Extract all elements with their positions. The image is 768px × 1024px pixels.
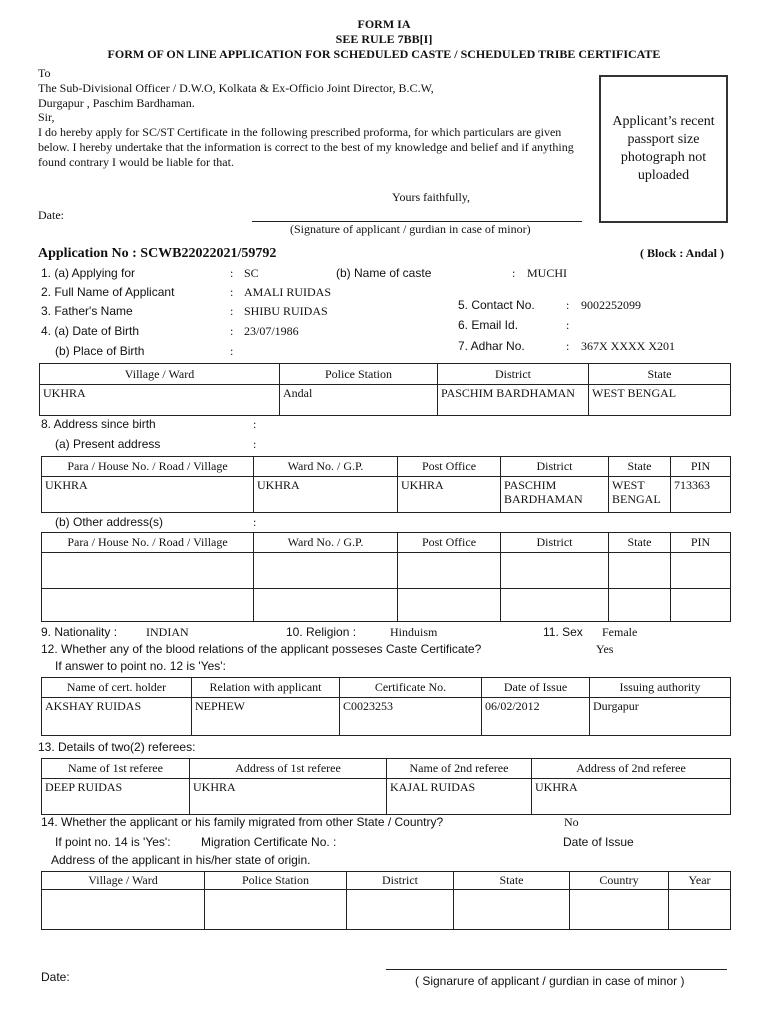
table-row (42, 477, 731, 513)
table-cell (254, 553, 398, 589)
migration-date-label: Date of Issue (563, 835, 634, 849)
letter-body: I do hereby apply for SC/ST Certificate in the following prescribed proforma, for which particulars are given below. I hereby undertake that the information is correct to the best of my knowledge and belief and if anything found contrary I would be liable for that. (38, 125, 574, 169)
field-colon: : (230, 344, 234, 358)
table-cell (454, 890, 570, 930)
table-row (42, 698, 731, 736)
field-colon: : (253, 437, 257, 451)
table-header-cell: Para / House No. / Road / Village (42, 457, 254, 477)
referees-table (41, 758, 731, 815)
origin-address-table (41, 871, 731, 930)
sex-value: Female (602, 625, 638, 639)
letter-date-label: Date: (38, 208, 64, 222)
table-header-row (40, 364, 731, 385)
form-subtitle: FORM OF ON LINE APPLICATION FOR SCHEDULED CASTE / SCHEDULED TRIBE CERTIFICATE (107, 47, 661, 61)
field-applying-for-value: SC (244, 266, 259, 280)
table-header-cell: Address of 2nd referee (532, 759, 731, 779)
table-header-cell: District (501, 533, 609, 553)
migration-cert-label: Migration Certificate No. : (201, 835, 337, 849)
table-cell: UKHRA (398, 477, 501, 513)
table-header-cell: District (347, 872, 454, 890)
table-cell: WEST BENGAL (589, 385, 731, 416)
blood-relations-answer: Yes (596, 642, 614, 656)
table-header-cell: Issuing authority (590, 678, 731, 698)
table-cell: KAJAL RUIDAS (387, 779, 532, 815)
referees-label: 13. Details of two(2) referees: (38, 740, 196, 754)
table-header-cell: Name of 1st referee (42, 759, 190, 779)
table-header-cell: Name of 2nd referee (387, 759, 532, 779)
religion-value: Hinduism (390, 625, 438, 639)
birth-place-table (39, 363, 731, 416)
table-header-cell: Date of Issue (482, 678, 590, 698)
table-cell: C0023253 (340, 698, 482, 736)
table-row (42, 779, 731, 815)
table-cell: UKHRA (532, 779, 731, 815)
table-header-cell: Year (669, 872, 731, 890)
table-cell: UKHRA (254, 477, 398, 513)
table-header-cell: Ward No. / G.P. (254, 457, 398, 477)
field-pob-label: (b) Place of Birth (55, 344, 145, 358)
footer-signature-line (386, 969, 727, 970)
table-header-cell: State (609, 533, 671, 553)
footer-date-label: Date: (41, 970, 70, 984)
field-contact-value: 9002252099 (581, 298, 641, 312)
field-colon: : (230, 304, 234, 318)
table-cell: UKHRA (190, 779, 387, 815)
table-cell: NEPHEW (192, 698, 340, 736)
table-row (42, 890, 731, 930)
table-header-cell: Para / House No. / Road / Village (42, 533, 254, 553)
table-header-row (42, 872, 731, 890)
table-header-cell: Ward No. / G.P. (254, 533, 398, 553)
table-header-cell: Police Station (205, 872, 347, 890)
field-full-name-value: AMALI RUIDAS (244, 285, 331, 299)
table-header-row (42, 759, 731, 779)
table-header-cell: Certificate No. (340, 678, 482, 698)
footer-signature-caption: ( Signarure of applicant / gurdian in case of minor ) (415, 974, 685, 988)
letter-addressee-line2: Durgapur , Paschim Bardhaman. (38, 96, 195, 110)
table-cell: Durgapur (590, 698, 731, 736)
letter-closing: Yours faithfully, (392, 190, 471, 204)
present-address-table (41, 456, 731, 513)
table-cell (501, 589, 609, 622)
table-cell (398, 553, 501, 589)
field-email-label: 6. Email Id. (458, 318, 519, 332)
table-cell: 06/02/2012 (482, 698, 590, 736)
table-header-row (42, 457, 731, 477)
table-cell (347, 890, 454, 930)
field-father-name-value: SHIBU RUIDAS (244, 304, 328, 318)
table-header-cell: District (438, 364, 589, 385)
field-colon: : (230, 266, 234, 280)
table-header-row (42, 533, 731, 553)
table-cell (609, 553, 671, 589)
migration-if-yes: If point no. 14 is 'Yes': (55, 835, 171, 849)
migration-question: 14. Whether the applicant or his family migrated from other State / Country? (41, 815, 444, 829)
field-colon: : (566, 339, 570, 353)
field-dob-label: 4. (a) Date of Birth (41, 324, 140, 338)
table-header-cell: Police Station (280, 364, 438, 385)
table-cell (42, 589, 254, 622)
field-colon: : (230, 324, 234, 338)
field-caste-label: (b) Name of caste (336, 266, 432, 280)
table-row (42, 589, 731, 622)
present-address-label: (a) Present address (55, 437, 161, 451)
table-header-cell: Name of cert. holder (42, 678, 192, 698)
migration-answer: No (564, 815, 579, 829)
nationality-label: 9. Nationality : (41, 625, 118, 639)
field-colon: : (566, 298, 570, 312)
table-header-cell: Village / Ward (40, 364, 280, 385)
application-number: Application No : SCWB22022021/59792 (38, 246, 277, 261)
sex-label: 11. Sex (543, 625, 583, 639)
field-aadhar-label: 7. Adhar No. (458, 339, 525, 353)
field-contact-label: 5. Contact No. (458, 298, 535, 312)
form-title: FORM IA (357, 17, 411, 31)
table-cell: Andal (280, 385, 438, 416)
letter-to: To (38, 66, 51, 80)
table-cell (671, 553, 731, 589)
table-header-cell: Village / Ward (42, 872, 205, 890)
table-header-cell: State (609, 457, 671, 477)
table-cell: DEEP RUIDAS (42, 779, 190, 815)
table-row (40, 385, 731, 416)
table-cell: 713363 (671, 477, 731, 513)
table-header-row (42, 678, 731, 698)
table-cell (609, 589, 671, 622)
form-rule: SEE RULE 7BB[I] (335, 32, 433, 46)
table-cell (42, 553, 254, 589)
letter-salutation: Sir, (38, 110, 55, 124)
blood-relations-question: 12. Whether any of the blood relations of the applicant posseses Caste Certificate? (41, 642, 482, 656)
nationality-value: INDIAN (146, 625, 189, 639)
field-applying-for-label: 1. (a) Applying for (41, 266, 136, 280)
photo-placeholder (599, 75, 728, 223)
table-cell: WEST BENGAL (609, 477, 671, 513)
table-cell (254, 589, 398, 622)
other-address-label: (b) Other address(s) (55, 515, 164, 529)
field-aadhar-value: 367X XXXX X201 (581, 339, 675, 353)
table-cell: UKHRA (40, 385, 280, 416)
field-colon: : (253, 515, 257, 529)
letter-signature-caption: (Signature of applicant / gurdian in case of minor) (290, 222, 531, 236)
table-cell (669, 890, 731, 930)
address-since-birth-label: 8. Address since birth (41, 417, 156, 431)
table-header-cell: Post Office (398, 457, 501, 477)
table-header-cell: State (589, 364, 731, 385)
photo-placeholder-text: Applicant’s recent passport size photograph not uploaded (612, 113, 715, 184)
table-header-cell: PIN (671, 533, 731, 553)
origin-address-label: Address of the applicant in his/her state of origin. (51, 853, 311, 867)
table-cell (42, 890, 205, 930)
table-header-cell: Relation with applicant (192, 678, 340, 698)
table-header-cell: State (454, 872, 570, 890)
field-father-name-label: 3. Father's Name (41, 304, 133, 318)
field-colon: : (566, 318, 570, 332)
field-dob-value: 23/07/1986 (244, 324, 299, 338)
table-header-cell: PIN (671, 457, 731, 477)
table-header-cell: Country (570, 872, 669, 890)
table-cell (570, 890, 669, 930)
field-colon: : (253, 417, 257, 431)
letter-addressee-line1: The Sub-Divisional Officer / D.W.O, Kolkata & Ex-Officio Joint Director, B.C.W, (38, 81, 434, 95)
table-cell (501, 553, 609, 589)
table-row (42, 553, 731, 589)
table-header-cell: Address of 1st referee (190, 759, 387, 779)
field-colon: : (230, 285, 234, 299)
table-cell: AKSHAY RUIDAS (42, 698, 192, 736)
other-address-table (41, 532, 731, 622)
blood-relations-if-yes: If answer to point no. 12 is 'Yes': (55, 659, 226, 673)
table-cell (205, 890, 347, 930)
table-cell (671, 589, 731, 622)
table-cell (398, 589, 501, 622)
block-name: ( Block : Andal ) (640, 246, 725, 260)
table-header-cell: District (501, 457, 609, 477)
caste-certificate-table (41, 677, 731, 736)
religion-label: 10. Religion : (286, 625, 357, 639)
table-header-cell: Post Office (398, 533, 501, 553)
table-cell: UKHRA (42, 477, 254, 513)
field-full-name-label: 2. Full Name of Applicant (41, 285, 175, 299)
table-cell: PASCHIM BARDHAMAN (438, 385, 589, 416)
field-caste-value: MUCHI (527, 266, 568, 280)
table-cell: PASCHIM BARDHAMAN (501, 477, 609, 513)
field-colon: : (512, 266, 516, 280)
